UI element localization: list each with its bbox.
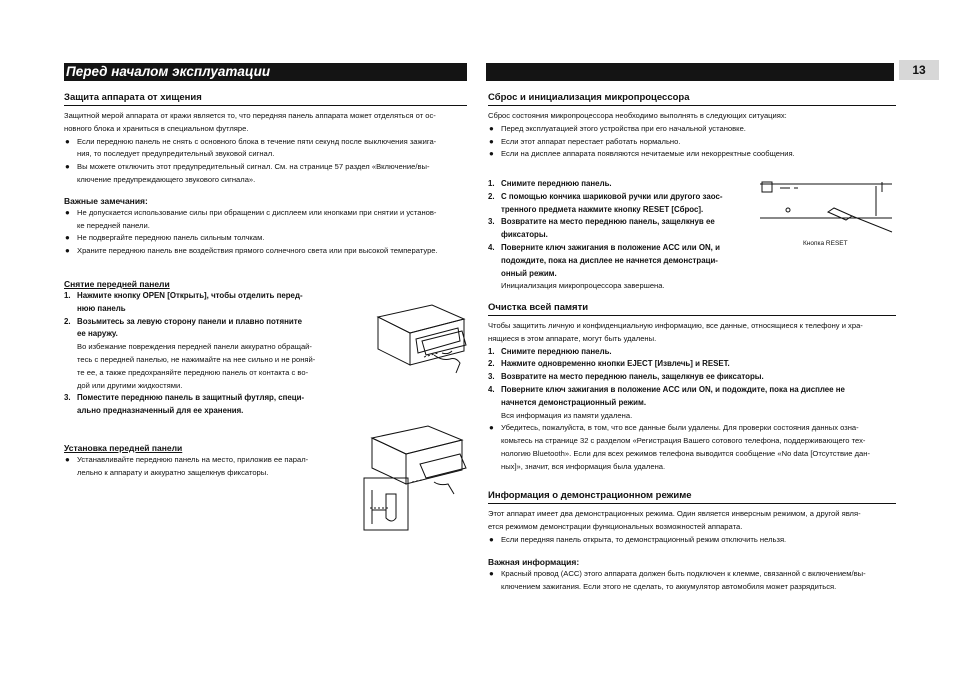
page-number: 13 [899,60,939,80]
list-item: ● Перед эксплуатацией этого устройства при его начальной установке. [488,123,896,136]
bullet-icon: ● [65,136,70,146]
panel-removal-illustration [372,295,468,377]
chapter-title-bar-right [486,63,894,81]
step-item: 2. Возьмитесь за левую сторону панели и плавно потяните ее наружу. [64,316,303,339]
important-title: Важная информация: [488,557,580,568]
chapter-title: Перед началом эксплуатации [66,64,271,79]
section-removal [64,278,332,418]
paragraph-line: Сброс состояния микропроцессора необходимо выполнять в следующих ситуациях: [488,111,787,120]
paragraph-line: ется режимом демонстрации функциональных возможностей аппарата. [488,521,743,531]
bullet-icon: ● [489,569,494,579]
section-heading: Информация о демонстрационном режиме [488,490,896,504]
list-item: ● Храните переднюю панель вне воздействия прямого солнечного света или при высокой температуре. [64,245,467,258]
bullet-icon: ● [489,534,494,544]
bullet-icon: ● [65,162,70,172]
notes-title: Важные замечания: [64,195,148,206]
step-item: 1. Нажмите кнопку OPEN [Открыть], чтобы отделить перед- нюю панель [64,291,303,313]
paragraph-line: Защитной мерой аппарата от кражи является то, что передняя панель аппарата может отделяться от ос- [64,111,436,120]
section-heading: Очистка всей памяти [488,302,896,316]
section-subheading: Снятие передней панели [64,279,170,289]
paragraph-line: нящиеся в этом аппарате, могут быть удалены. [488,333,657,343]
list-item: ● Красный провод (ACC) этого аппарата должен быть подключен к клемме, связанной с включением/вы- ключением зажигания. Если этого не сделать, то аккумулятор автомобиля может разрядиться. [489,569,866,592]
paragraph-line: Этот аппарат имеет два демонстрационных режима. Один является инверсным режимом, а другой явля- [488,509,861,518]
bullet-icon: ● [489,123,494,133]
list-item: ● Если на дисплее аппарата появляются нечитаемые или некорректные сообщения. [488,148,896,161]
step-item: 1. Снимите переднюю панель. [488,346,612,356]
bullet-icon: ● [489,423,494,433]
step-item: 4. Поверните ключ зажигания в положение ACC или ON, и подождите, пока на дисплее не начнется демонстраци- онный режим. [488,242,720,278]
step-item: 2. С помощью кончика шариковой ручки или другого заос- тренного предмета нажмите кнопку RESET [Сброс]. [488,191,723,214]
paragraph-line: новного блока и храниться в специальном футляре. [64,123,249,133]
list-item: ● Если передняя панель открыта, то демонстрационный режим отключить нельзя. [488,534,896,547]
bullet-icon: ● [489,136,494,146]
section-subheading: Установка передней панели [64,443,183,453]
list-item: ● Если этот аппарат перестает работать нормально. [488,136,896,149]
step-item: 3. Возвратите на место переднюю панель, защелкнув ее фиксаторы. [488,217,715,240]
section-clear-memory [488,302,896,474]
section-heading: Сброс и инициализация микропроцессора [488,92,896,106]
figure-caption: Кнопка RESET [803,240,848,247]
step-note: Во избежание повреждения передней панели аккуратно обращай- тесь с передней панелью, не нажимайте на нее сильно и не роняй- те ее, а также предохраняйте переднюю панель от контакта с во- дой или другими жидкостями. [77,342,316,390]
section-reset [488,92,896,161]
section-install [64,442,332,480]
list-item: ● Вы можете отключить этот предупредительный сигнал. См. на странице 57 раздел «Включение/вы- ключение предупреждающего звукового сигнала». [65,162,430,184]
bullet-icon: ● [65,455,70,464]
bullet-icon: ● [65,233,70,243]
step-item: 1. Снимите переднюю панель. [488,179,612,188]
list-item: ● Устанавливайте переднюю панель на место, приложив ее парал- лельно к аппарату и аккуратно защелкнув фиксаторы. [65,455,309,477]
list-item: ● Если переднюю панель не снять с основного блока в течение пяти секунд после выключения зажига- ния, то последует предупредительный звуковой сигнал. [65,136,437,159]
bullet-icon: ● [489,149,494,159]
panel-install-illustration [362,420,470,532]
list-item: ● Не допускается использование силы при обращении с дисплеем или кнопками при снятии и установ- ке передней панели. [65,207,437,230]
list-item: ● Убедитесь, пожалуйста, в том, что все данные были удалены. Для проверки состояния данных озна- комьтесь на странице 32 с разделом «Регистрация Вашего сотового телефона, поддерживающего тех- нологию Bluetooth». Если для всех режимов телефона выводится сообщение «No data [Отсутствие дан- ных]», значит, вся информация была удалена. [489,423,870,471]
step-item: 2. Нажмите одновременно кнопки EJECT [Извлечь] и RESET. [488,359,730,369]
result-text: Инициализация микропроцессора завершена. [501,281,665,291]
section-heading: Защита аппарата от хищения [64,92,467,106]
step-item: 3. Возвратите на место переднюю панель, защелкнув ее фиксаторы. [488,372,764,382]
step-item: 3. Поместите переднюю панель в защитный футляр, специ- ально предназначенный для ее хранения. [64,393,305,416]
paragraph-line: Чтобы защитить личную и конфиденциальную информацию, все данные, относящиеся к телефону и хра- [488,321,863,330]
reset-button-illustration [758,178,894,238]
result-text: Вся информация из памяти удалена. [501,410,633,420]
section-reset-steps [488,178,753,293]
section-demo-mode [488,490,896,594]
bullet-icon: ● [65,207,70,217]
bullet-icon: ● [65,246,70,256]
step-item: 4. Поверните ключ зажигания в положение ACC или ON, и подождите, пока на дисплее не начнется демонстрационный режим. [488,384,845,407]
list-item: ● Не подвергайте переднюю панель сильным толчкам. [64,232,467,245]
section-theft [64,92,467,258]
